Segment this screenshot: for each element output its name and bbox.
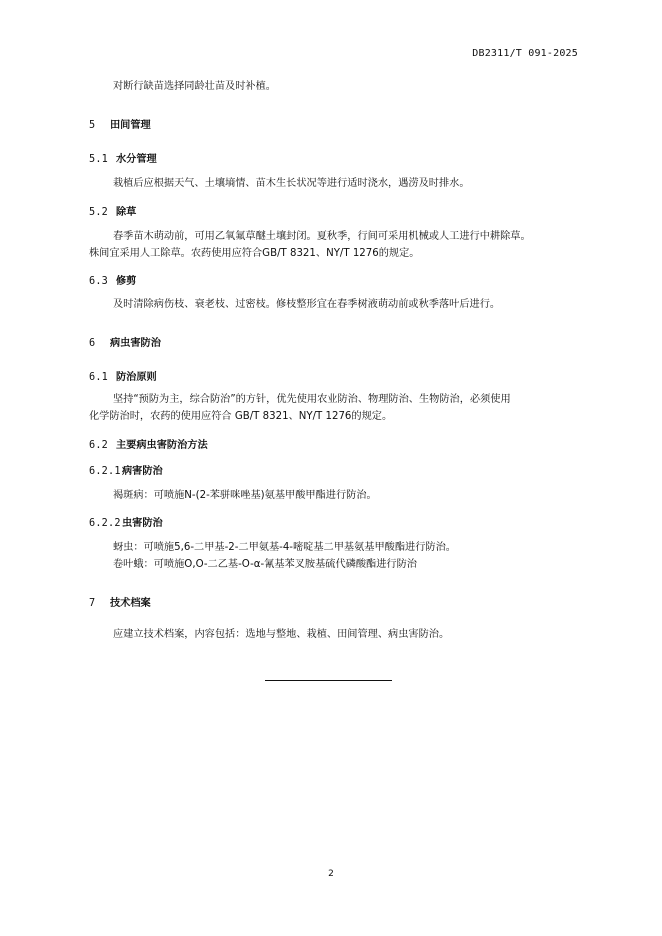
section-number: 5.2 (89, 207, 109, 218)
section-number: 6.3 (89, 276, 109, 287)
section-title: 主要病虫害防治方法 (116, 440, 208, 451)
section-number: 6 (89, 338, 96, 349)
section-title: 防治原则 (116, 372, 157, 383)
paragraph-weeding-line-1: 春季苗木萌动前，可用乙氧氟草醚土壤封闭。夏秋季，行间可采用机械或人工进行中耕除草。 (113, 231, 531, 242)
section-title: 修剪 (116, 276, 137, 287)
section-title: 水分管理 (116, 154, 157, 165)
section-title: 田间管理 (110, 120, 151, 131)
section-heading-6-2-2 (89, 514, 163, 529)
section-heading-6-3 (89, 272, 136, 287)
section-heading-6-2-1 (89, 462, 163, 477)
section-number: 7 (89, 598, 96, 609)
section-number: 6.2.1 (89, 466, 121, 477)
section-number: 6.2 (89, 440, 109, 451)
paragraph-water-management: 栽植后应根据天气、土壤墒情、苗木生长状况等进行适时浇水，遇涝及时排水。 (113, 178, 470, 189)
section-title: 病虫害防治 (110, 338, 161, 349)
paragraph-replanting: 对断行缺苗选择同龄壮苗及时补植。 (113, 81, 276, 92)
paragraph-prevention-principle-line-1: 坚持“预防为主，综合防治”的方针，优先使用农业防治、物理防治、生物防治，必须使用 (113, 394, 511, 405)
section-heading-5-1 (89, 150, 157, 165)
paragraph-leafroller-control: 卷叶蛾：可喷施O,O-二乙基-O-α-氰基苯叉胺基硫代磷酸酯进行防治 (113, 559, 417, 570)
paragraph-technical-records: 应建立技术档案，内容包括：选地与整地、栽植、田间管理、病虫害防治。 (113, 629, 450, 640)
section-heading-5 (89, 116, 151, 131)
paragraph-weeding-line-2: 株间宜采用人工除草。农药使用应符合GB/T 8321、NY/T 1276的规定。 (89, 248, 420, 259)
paragraph-prevention-principle-line-2: 化学防治时，农药的使用应符合 GB/T 8321、NY/T 1276的规定。 (89, 411, 393, 422)
section-title: 虫害防治 (122, 518, 163, 529)
section-heading-7 (89, 594, 151, 609)
document-id: DB2311/T 091-2025 (472, 48, 578, 59)
paragraph-aphid-control: 蚜虫：可喷施5,6-二甲基-2-二甲氨基-4-嘧啶基二甲基氨基甲酸酯进行防治。 (113, 542, 456, 553)
section-heading-6-1 (89, 368, 157, 383)
paragraph-pruning: 及时清除病伤枝、衰老枝、过密枝。修枝整形宜在春季树液萌动前或秋季落叶后进行。 (113, 299, 501, 310)
section-title: 除草 (116, 207, 137, 218)
end-of-document-rule (265, 680, 392, 681)
section-number: 5.1 (89, 154, 109, 165)
page-number: 2 (328, 869, 334, 879)
section-number: 6.1 (89, 372, 109, 383)
section-heading-6-2 (89, 436, 208, 451)
section-heading-6 (89, 334, 161, 349)
section-title: 技术档案 (110, 598, 151, 609)
section-title: 病害防治 (122, 466, 163, 477)
section-heading-5-2 (89, 203, 136, 218)
section-number: 5 (89, 120, 96, 131)
section-number: 6.2.2 (89, 518, 121, 529)
paragraph-disease-control: 褐斑病：可喷施N-(2-苯骈咪唑基)氨基甲酸甲酯进行防治。 (113, 490, 377, 501)
